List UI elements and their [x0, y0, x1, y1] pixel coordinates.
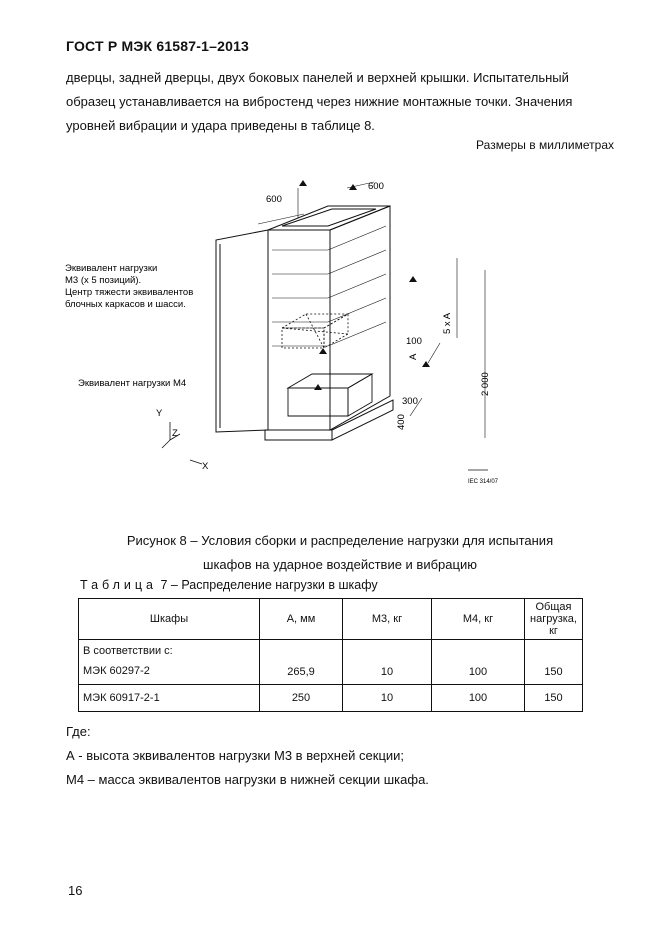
cabinet-front — [268, 230, 330, 430]
cell-text: МЭК 60297-2 — [83, 665, 150, 677]
m3-label-line: Центр тяжести эквивалентов — [65, 287, 194, 298]
intro-line: уровней вибрации и удара приведены в таблице 8. — [66, 118, 375, 133]
where-line-a: А - высота эквивалентов нагрузки М3 в верхней секции; — [66, 748, 405, 763]
dim-300: 300 — [402, 396, 418, 407]
cell-total: 150 — [525, 685, 583, 712]
load-distribution-table — [78, 598, 583, 712]
m3-label-line: М3 (х 5 позиций). — [65, 275, 142, 286]
axis-y-label: Y — [156, 408, 163, 419]
cell-m4: 100 — [432, 685, 525, 712]
iec-reference: IEC 314/07 — [468, 479, 499, 485]
header-cabinets: Шкафы — [79, 599, 260, 640]
intro-line: дверцы, задней дверцы, двух боковых панелей и верхней крышки. Испытательный — [66, 70, 569, 85]
axis-x-label: X — [202, 461, 209, 472]
cell-text: В соответствии с: — [83, 645, 173, 657]
cell-cabinet — [79, 640, 260, 685]
cell-a: 250 — [260, 685, 343, 712]
page-number: 16 — [68, 883, 83, 898]
cell-cabinet: МЭК 60917-2-1 — [79, 685, 260, 712]
table-row — [79, 685, 583, 712]
dim-600-top: 600 — [368, 181, 384, 192]
cell-total: 150 — [525, 640, 583, 685]
dim-600-left: 600 — [266, 194, 282, 205]
dim-100: 100 — [406, 336, 422, 347]
cabinet-figure — [60, 178, 620, 498]
where-line-m4: М4 – масса эквивалентов нагрузки в нижней секции шкафа. — [66, 772, 429, 787]
table-title-text: 7 – Распределение нагрузки в шкафу — [160, 578, 378, 592]
m3-label-line: Эквивалент нагрузки — [65, 263, 158, 274]
dim-A: A — [408, 353, 419, 360]
cell-a: 265,9 — [260, 640, 343, 685]
cell-m3: 10 — [343, 685, 432, 712]
table-header-row — [79, 599, 583, 640]
cell-m4: 100 — [432, 640, 525, 685]
intro-paragraph — [66, 66, 614, 138]
dim-5xA: 5 x A — [442, 312, 453, 334]
figure-caption-line1: Рисунок 8 – Условия сборки и распределение нагрузки для испытания — [126, 533, 554, 548]
cell-m3: 10 — [343, 640, 432, 685]
header-total: Общая нагрузка, кг — [525, 599, 583, 640]
table-row — [79, 640, 583, 685]
header-a: А, мм — [260, 599, 343, 640]
dim-400: 400 — [396, 414, 407, 430]
where-title: Где: — [66, 724, 91, 739]
dim-2000: 2 000 — [480, 372, 491, 396]
table-title-prefix: Таблица — [80, 578, 158, 592]
header-m3: М3, кг — [343, 599, 432, 640]
m4-label: Эквивалент нагрузки М4 — [78, 378, 187, 389]
m3-load-box — [282, 314, 348, 348]
intro-line: образец устанавливается на вибростенд через нижние монтажные точки. Значения — [66, 94, 573, 109]
figure-caption-line2: шкафов на ударное воздействие и вибрацию — [203, 557, 477, 572]
m3-label-line: блочных каркасов и шасси. — [65, 299, 186, 310]
cabinet-door — [216, 230, 268, 432]
cabinet-side — [330, 206, 390, 430]
table-title — [80, 578, 378, 592]
header-m4: М4, кг — [432, 599, 525, 640]
axis-z-label: Z — [172, 428, 178, 439]
units-note: Размеры в миллиметрах — [476, 138, 614, 152]
page-header: ГОСТ Р МЭК 61587-1–2013 — [66, 38, 250, 54]
